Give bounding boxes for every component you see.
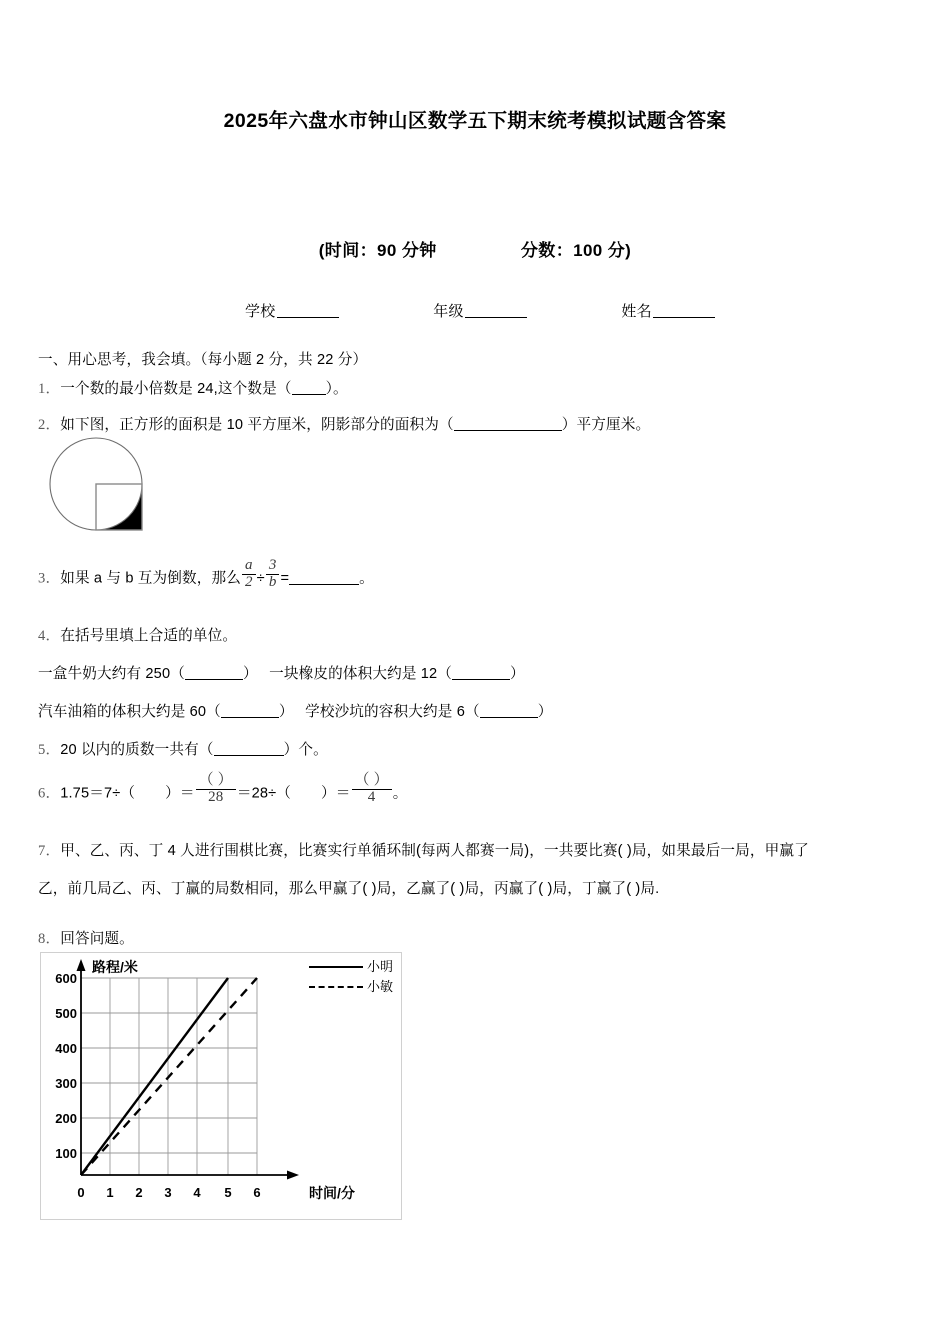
x-tick-0: 0 <box>77 1185 85 1200</box>
legend-item-xiaomin <box>309 977 393 997</box>
x-tick-3: 3 <box>164 1185 172 1200</box>
question-5-text-b: ）个。 <box>283 742 328 758</box>
distance-time-chart <box>40 952 402 1220</box>
student-id-line <box>245 300 715 321</box>
question-3-text-a: 如果 a 与 b 互为倒数，那么 <box>60 570 241 587</box>
question-1-blank[interactable] <box>292 381 326 395</box>
question-8-chart-wrapper <box>40 952 402 1220</box>
question-8 <box>38 928 134 951</box>
q4-sandpit-text: 学校沙坑的容积大约是 6（ <box>305 704 480 720</box>
y-axis <box>77 959 86 1175</box>
series-line-xiaomin <box>81 978 257 1175</box>
question-7 <box>38 840 916 863</box>
x-tick-2: 2 <box>135 1185 143 1200</box>
x-tick-5: 5 <box>224 1185 232 1200</box>
x-tick-1: 1 <box>106 1185 114 1200</box>
y-tick-500: 500 <box>55 1006 77 1021</box>
question-3 <box>38 557 374 596</box>
question-1-text-b: ）。 <box>325 381 348 397</box>
question-2-text-a: 如下图，正方形的面积是 10 平方厘米，阴影部分的面积为（ <box>60 417 454 433</box>
question-6-number: 6． <box>38 785 61 802</box>
q4-tank-blank[interactable] <box>221 704 279 718</box>
question-5-number: 5． <box>38 742 61 758</box>
y-tick-200: 200 <box>55 1111 77 1126</box>
legend-solid-line-icon <box>309 966 363 968</box>
equals-sign: = <box>280 570 290 587</box>
q4-eraser-text: 一块橡皮的体积大约是 12（ <box>269 666 453 682</box>
y-tick-labels <box>55 971 77 1161</box>
question-7-line-2: 乙，前几局乙、丙、丁赢的局数相同，那么甲赢了( )局，乙赢了( )局，丙赢了( )局，丁赢了( )局. <box>38 881 660 897</box>
question-3-blank[interactable] <box>289 570 359 584</box>
q6-part-2: ）＝ <box>165 785 195 802</box>
question-5 <box>38 739 328 762</box>
question-4-number: 4． <box>38 628 61 644</box>
q4-tank-close: ） <box>278 704 294 720</box>
q4-eraser-close: ） <box>510 666 525 682</box>
q6-fraction-1: $\frac{( )}{28}$ <box>196 773 236 806</box>
question-3-text-b: 。 <box>359 570 374 587</box>
x-axis-label: 时间/分 <box>309 1185 355 1201</box>
question-1-text-a: 一个数的最小倍数是 24,这个数是（ <box>60 381 292 397</box>
y-tick-400: 400 <box>55 1041 77 1056</box>
q6-part-5: 。 <box>392 785 408 802</box>
x-tick-labels <box>77 1185 260 1200</box>
exam-meta <box>0 236 950 261</box>
q4-milk-blank[interactable] <box>185 666 243 680</box>
legend-label-xiaoming: 小明 <box>366 959 393 974</box>
q6-part-4: ）＝ <box>321 785 351 802</box>
q6-part-3: ＝28÷（ <box>236 785 292 802</box>
field-name: 姓名 <box>621 300 715 321</box>
question-2-figure <box>46 436 166 548</box>
question-6 <box>38 772 408 811</box>
legend <box>309 957 393 997</box>
q4-tank-text: 汽车油箱的体积大约是 60（ <box>38 704 221 720</box>
question-3-number: 3． <box>38 570 61 587</box>
circle-square-diagram-icon <box>46 436 166 548</box>
legend-dashed-line-icon <box>309 986 363 988</box>
y-tick-100: 100 <box>55 1146 77 1161</box>
question-7-line-1: 甲、乙、丙、丁 4 人进行围棋比赛，比赛实行单循环制(每两人都赛一局)，一共要比赛( )局，如果最后一局，甲赢了 <box>60 843 809 859</box>
question-4-text: 在括号里填上合适的单位。 <box>60 628 238 644</box>
legend-item-xiaoming <box>309 957 393 977</box>
q6-fraction-2: $\frac{( )}{4}$ <box>352 773 392 806</box>
question-4-line-2 <box>38 701 552 724</box>
name-blank[interactable] <box>653 303 715 318</box>
y-tick-300: 300 <box>55 1076 77 1091</box>
fraction-3-over-b: $\frac{3}{b}$ <box>266 558 280 591</box>
q6-part-1: 1.75＝7÷（ <box>60 785 136 802</box>
q4-eraser-blank[interactable] <box>452 666 510 680</box>
question-2-number: 2． <box>38 417 61 433</box>
question-7-continued <box>38 878 916 901</box>
page-title: 2025年六盘水市钟山区数学五下期末统考模拟试题含答案 <box>223 110 727 132</box>
q4-milk-close: ） <box>242 666 258 682</box>
fraction-a-over-2: $\frac{a}{2}$ <box>242 558 256 591</box>
question-7-number: 7． <box>38 843 61 859</box>
question-4-line-1 <box>38 663 525 686</box>
divide-operator: ÷ <box>256 570 265 587</box>
x-tick-6: 6 <box>253 1185 261 1200</box>
section-one-heading: 一、用心思考，我会填。（每小题 2 分，共 22 分） <box>38 352 368 368</box>
question-2-blank[interactable] <box>454 417 562 431</box>
legend-label-xiaomin: 小敏 <box>366 979 393 995</box>
question-2-text-b: ）平方厘米。 <box>561 417 651 433</box>
question-8-number: 8． <box>38 931 61 947</box>
question-5-text-a: 20 以内的质数一共有（ <box>60 742 214 758</box>
exam-time: (时间：90 分钟 <box>318 241 437 260</box>
series-line-xiaoming <box>81 978 228 1175</box>
q4-milk-text: 一盒牛奶大约有 250（ <box>38 666 185 682</box>
question-1-number: 1． <box>38 381 61 397</box>
exam-body <box>38 348 916 1201</box>
y-axis-label: 路程/米 <box>92 959 138 975</box>
q4-sandpit-close: ） <box>537 704 553 720</box>
y-tick-600: 600 <box>55 971 77 986</box>
question-2 <box>38 414 650 437</box>
x-tick-4: 4 <box>193 1185 201 1200</box>
grade-blank[interactable] <box>465 303 527 318</box>
field-school: 学校 <box>245 300 339 321</box>
x-axis <box>81 1171 299 1180</box>
school-blank[interactable] <box>277 303 339 318</box>
question-4 <box>38 625 237 648</box>
exam-score: 分数：100 分) <box>520 241 632 260</box>
question-5-blank[interactable] <box>214 742 284 756</box>
field-grade: 年级 <box>433 300 527 321</box>
q4-sandpit-blank[interactable] <box>480 704 538 718</box>
question-8-text: 回答问题。 <box>60 931 134 947</box>
question-1 <box>38 378 348 401</box>
